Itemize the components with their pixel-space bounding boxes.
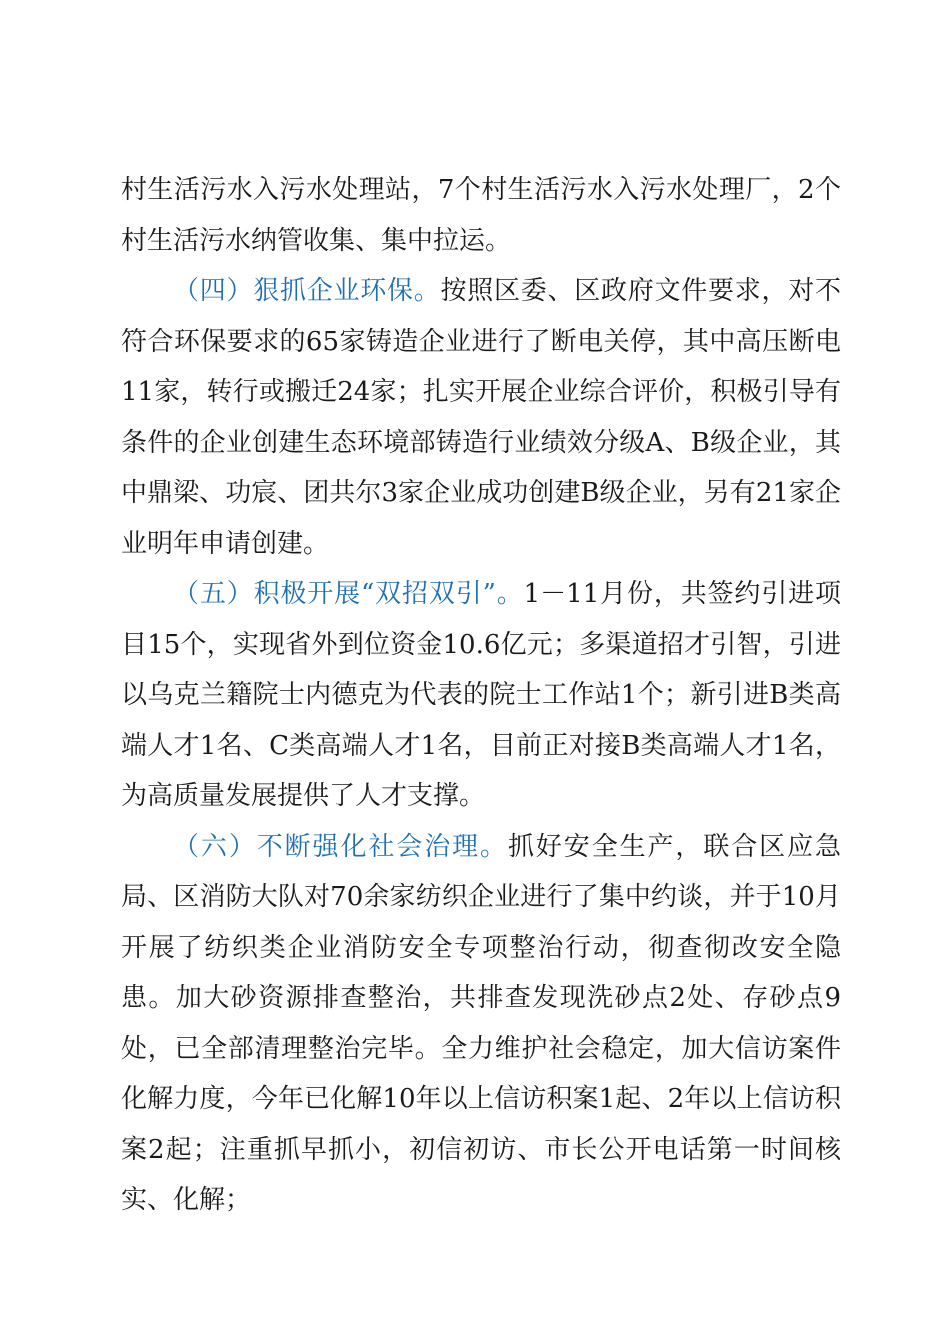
paragraph-continuation [121, 165, 841, 266]
paragraph-body: 抓好安全生产，联合区应急局、区消防大队对70余家纺织企业进行了集中约谈，并于10月开展了纺织类企业消防安全专项整治行动，彻查彻改安全隐患。加大砂资源排查整治，共排查发现洗砂点2处、存砂点9处，已全部清理整治完毕。全力维护社会稳定，加大信访案件化解力度，今年已化解10年以上信访积案1起、2年以上信访积案2起；注重抓早抓小，初信初访、市长公开电话第一时间核实、化解； [121, 831, 841, 1215]
section-heading-5: （五）积极开展“双招双引”。 [173, 579, 524, 609]
paragraph-investment-talent [121, 569, 841, 822]
paragraph-body: 村生活污水入污水处理站，7个村生活污水入污水处理厂，2个村生活污水纳管收集、集中拉运。 [121, 175, 841, 256]
paragraph-social-governance [121, 822, 841, 1226]
document-body [121, 165, 841, 1226]
paragraph-enterprise-environment [121, 266, 841, 569]
paragraph-body: 1－11月份，共签约引进项目15个，实现省外到位资金10.6亿元；多渠道招才引智，引进以乌克兰籍院士内德克为代表的院士工作站1个；新引进B类高端人才1名、C类高端人才1名，目前正对接B类高端人才1名，为高质量发展提供了人才支撑。 [121, 579, 841, 811]
section-heading-4: （四）狠抓企业环保。 [173, 276, 441, 306]
section-heading-6: （六）不断强化社会治理。 [173, 831, 508, 862]
paragraph-body: 按照区委、区政府文件要求，对不符合环保要求的65家铸造企业进行了断电关停，其中高压断电11家，转行或搬迁24家；扎实开展企业综合评价，积极引导有条件的企业创建生态环境部铸造行业绩效分级A、B级企业，其中鼎梁、功宸、团共尔3家企业成功创建B级企业，另有21家企业明年申请创建。 [121, 276, 841, 559]
